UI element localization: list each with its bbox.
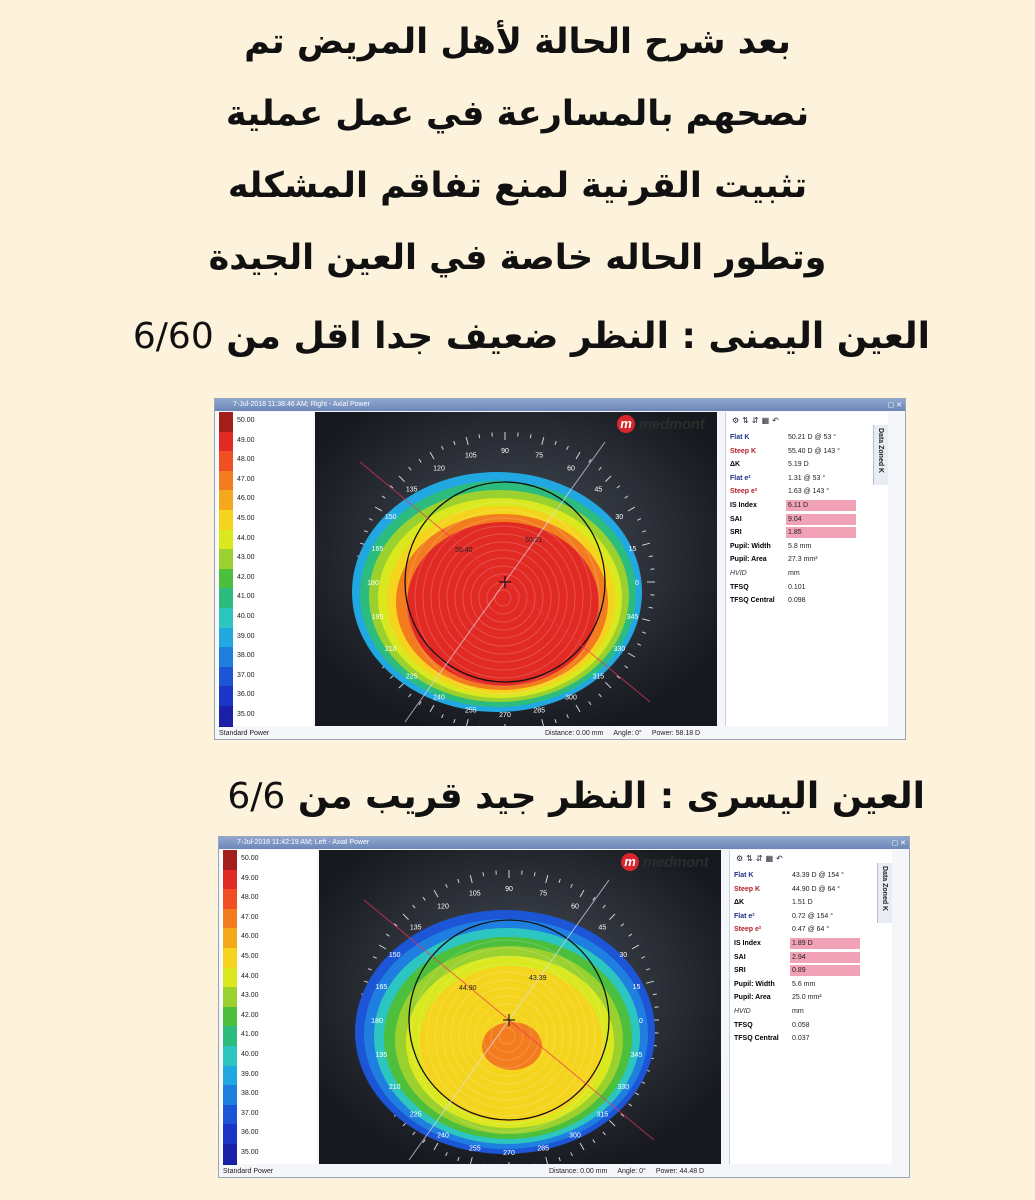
- power-readout: Power: 44.48 D: [655, 1168, 705, 1175]
- corneal-map[interactable]: [315, 412, 717, 726]
- index-row-pupil-area: [734, 992, 880, 1004]
- brand-name: medmont: [639, 416, 705, 433]
- indices-panel: [729, 850, 892, 1164]
- index-value: 43.39 D @ 154 °: [792, 872, 844, 879]
- color-scale-legend: [217, 412, 313, 726]
- angle-label: 0: [635, 580, 639, 587]
- index-row-is-index: [734, 938, 880, 950]
- scale-level: 37.00: [237, 671, 255, 679]
- scale-row: [217, 471, 313, 491]
- index-value: 50.21 D @ 53 °: [788, 434, 837, 441]
- scale-swatch: [223, 968, 237, 989]
- distance-readout: Distance: 0.00 mm: [545, 730, 604, 737]
- angle-label: 120: [433, 465, 445, 473]
- angle-label: 315: [592, 673, 605, 681]
- angle-label: 15: [628, 545, 637, 553]
- scale-level: 42.00: [241, 1011, 259, 1019]
- index-label: Steep e²: [730, 488, 758, 496]
- angle-label: 345: [626, 614, 639, 622]
- angle-label: 300: [565, 694, 577, 702]
- cursor-readout: [545, 730, 710, 737]
- index-value: 0.037: [792, 1035, 810, 1043]
- angle-label: 180: [367, 580, 379, 587]
- index-label: TFSQ Central: [730, 597, 775, 605]
- index-row-flat-e2: [730, 473, 876, 485]
- scale-swatch: [219, 530, 233, 551]
- index-label: HVID: [730, 570, 747, 577]
- scale-level: 36.00: [241, 1129, 259, 1137]
- scale-swatch: [223, 1066, 237, 1087]
- scale-level: 41.00: [237, 593, 255, 601]
- index-value: 44.90 D @ 64 °: [792, 885, 841, 893]
- scale-level: 40.00: [241, 1051, 259, 1058]
- index-label: Pupil: Area: [730, 556, 767, 564]
- angle-label: 330: [613, 646, 626, 653]
- scale-row: [217, 569, 313, 589]
- scale-swatch: [219, 628, 233, 649]
- angle-readout: Angle: 0°: [613, 730, 642, 737]
- left-eye-caption: [227, 776, 925, 817]
- index-label: Pupil: Width: [734, 980, 775, 988]
- scale-swatch: [219, 549, 233, 570]
- index-label: Steep K: [730, 447, 757, 455]
- scale-swatch: [223, 1144, 237, 1165]
- index-row-tfsq-central: [734, 1033, 880, 1045]
- index-label: Pupil: Area: [734, 994, 771, 1002]
- standard-power-label: Standard Power: [219, 730, 270, 737]
- index-value: 1.85: [788, 529, 802, 537]
- angle-label: 75: [539, 890, 548, 898]
- left-eye-topography: [218, 836, 910, 1178]
- scale-row: [221, 1124, 317, 1144]
- indices-panel: [725, 412, 888, 726]
- scale-level: 50.00: [241, 855, 259, 862]
- scale-row: [221, 889, 317, 909]
- index-value: mm: [788, 570, 800, 577]
- angle-label: 165: [371, 545, 384, 553]
- scale-level: 49.00: [241, 874, 259, 882]
- scale-level: 46.00: [241, 933, 259, 941]
- toolbar-icons[interactable]: ⚙⇅⇵▦↶: [736, 854, 786, 863]
- scale-row: [217, 647, 313, 667]
- right-eye-acuity: 6/60: [132, 316, 214, 357]
- index-value: 5.19 D: [788, 461, 809, 469]
- heading-line-2: نصحهم بالمسارعة في عمل عملية: [225, 94, 810, 134]
- scale-row: [221, 987, 317, 1007]
- index-row-pupil-width: [730, 541, 876, 553]
- index-label: ΔK: [734, 899, 745, 907]
- index-label: Flat K: [734, 872, 754, 879]
- index-value: 0.72 @ 154 °: [792, 912, 834, 920]
- index-row-steep-e2: [730, 486, 876, 498]
- index-row-flat-k: [734, 870, 880, 882]
- scale-level: 38.00: [237, 652, 255, 660]
- scale-row: [217, 706, 313, 726]
- index-label: SRI: [730, 529, 742, 537]
- index-value: 55.40 D @ 143 °: [788, 447, 840, 455]
- index-row-flat-e2: [734, 911, 880, 923]
- angle-label: 105: [464, 452, 477, 460]
- index-value: 1.51 D: [792, 899, 813, 907]
- toolbar-icons[interactable]: ⚙⇅⇵▦↶: [732, 416, 782, 425]
- medmont-logo: [617, 414, 727, 434]
- angle-label: 180: [371, 1018, 383, 1025]
- index-row-delta-k: [730, 459, 876, 471]
- angle-label: 330: [617, 1084, 630, 1091]
- scale-row: [217, 510, 313, 530]
- power-readout: Power: 58.18 D: [651, 730, 701, 737]
- index-value: 0.101: [788, 583, 806, 591]
- scale-swatch: [223, 987, 237, 1008]
- angle-label: 345: [630, 1052, 643, 1060]
- angle-label: 15: [632, 983, 641, 991]
- left-eye-acuity: 6/6: [227, 776, 286, 817]
- scale-level: 47.00: [241, 913, 259, 921]
- scale-swatch: [223, 928, 237, 949]
- index-value: 0.47 @ 64 °: [792, 926, 830, 934]
- index-row-flat-k: [730, 432, 876, 444]
- scale-level: 46.00: [237, 495, 255, 503]
- index-label: Flat e²: [734, 912, 755, 920]
- index-label: ΔK: [730, 461, 741, 469]
- map-steep-value: 55.40: [455, 547, 473, 554]
- color-scale-legend: [221, 850, 317, 1164]
- scale-swatch: [219, 490, 233, 511]
- right-eye-topography: [214, 398, 906, 740]
- angle-label: 150: [388, 952, 401, 959]
- angle-label: 0: [639, 1018, 643, 1025]
- brand-name: medmont: [643, 854, 709, 871]
- scale-row: [217, 628, 313, 648]
- topography-map-svg: [315, 412, 717, 726]
- index-value: 5.8 mm: [788, 542, 812, 550]
- scale-swatch: [219, 412, 233, 433]
- angle-label: 90: [501, 448, 509, 455]
- map-flat-value: 43.39: [529, 975, 547, 982]
- topography-map-svg: [319, 850, 721, 1164]
- scale-row: [221, 1085, 317, 1105]
- angle-readout: Angle: 0°: [617, 1168, 646, 1175]
- index-value: 5.6 mm: [792, 980, 816, 988]
- index-label: Steep K: [734, 885, 761, 893]
- angle-tick: [530, 434, 531, 438]
- index-row-sai: [730, 514, 876, 526]
- scale-row: [221, 909, 317, 929]
- scale-swatch: [219, 667, 233, 688]
- scale-row: [221, 948, 317, 968]
- heading-line-3: تثبيت القرنية لمنع تفاقم المشكله: [227, 166, 808, 206]
- scale-row: [217, 412, 313, 432]
- distance-readout: Distance: 0.00 mm: [549, 1168, 608, 1175]
- scale-row: [217, 588, 313, 608]
- index-value: 2.94: [792, 953, 806, 961]
- index-row-steep-k: [730, 446, 876, 458]
- scale-row: [217, 490, 313, 510]
- angle-label: 30: [619, 952, 628, 959]
- scale-level: 38.00: [241, 1090, 259, 1098]
- scale-swatch: [219, 588, 233, 609]
- scale-swatch: [223, 909, 237, 930]
- scale-swatch: [219, 471, 233, 492]
- index-row-steep-k: [734, 884, 880, 896]
- index-value: 1.89 D: [792, 940, 813, 947]
- scale-swatch: [223, 1026, 237, 1047]
- index-value: 0.89: [792, 967, 806, 975]
- angle-label: 285: [537, 1145, 550, 1153]
- scale-level: 44.00: [241, 972, 259, 980]
- angle-label: 210: [388, 1084, 401, 1091]
- angle-label: 225: [405, 673, 418, 681]
- index-value: 1.31 @ 53 °: [788, 474, 826, 482]
- scale-swatch: [223, 870, 237, 891]
- scale-level: 45.00: [237, 515, 255, 522]
- index-row-tfsq-central: [730, 595, 876, 607]
- index-row-pupil-width: [734, 979, 880, 991]
- scale-level: 50.00: [237, 417, 255, 424]
- corneal-map[interactable]: [319, 850, 721, 1164]
- index-row-tfsq: [730, 582, 876, 594]
- scale-swatch: [223, 1124, 237, 1145]
- angle-label: 150: [384, 514, 397, 521]
- scale-swatch: [223, 1046, 237, 1067]
- angle-label: 75: [535, 452, 544, 460]
- scale-row: [217, 667, 313, 687]
- angle-label: 195: [375, 1052, 388, 1060]
- index-value: 27.3 mm²: [788, 556, 818, 564]
- scale-swatch: [219, 706, 233, 727]
- index-label: Pupil: Width: [730, 542, 771, 550]
- index-label: IS Index: [730, 502, 757, 509]
- window-controls-icon[interactable]: ▢ ✕: [887, 402, 902, 409]
- scale-level: 36.00: [237, 691, 255, 699]
- index-label: IS Index: [734, 940, 761, 947]
- medmont-m-icon: m: [617, 415, 635, 433]
- index-value: 1.63 @ 143 °: [788, 488, 830, 496]
- angle-label: 105: [468, 890, 481, 898]
- scale-level: 35.00: [237, 711, 255, 718]
- index-row-hvid: [730, 568, 876, 580]
- angle-label: 90: [505, 886, 513, 893]
- angle-label: 270: [503, 1150, 515, 1157]
- scale-row: [217, 432, 313, 452]
- scale-swatch: [223, 1105, 237, 1126]
- data-zoned-k-tab[interactable]: Data Zoned K: [873, 425, 888, 485]
- angle-label: 135: [405, 486, 418, 494]
- scale-row: [221, 870, 317, 890]
- scale-level: 41.00: [241, 1031, 259, 1039]
- angle-label: 120: [437, 903, 449, 911]
- right-eye-caption: [133, 316, 930, 357]
- scale-row: [217, 608, 313, 628]
- index-value: mm: [792, 1008, 804, 1015]
- standard-power-label: Standard Power: [223, 1168, 274, 1175]
- index-row-sri: [734, 965, 880, 977]
- scale-level: 39.00: [241, 1070, 259, 1078]
- scale-swatch: [223, 948, 237, 969]
- scale-row: [221, 850, 317, 870]
- scale-row: [221, 928, 317, 948]
- angle-label: 195: [371, 614, 384, 622]
- scale-swatch: [219, 569, 233, 590]
- scale-level: 44.00: [237, 534, 255, 542]
- scale-level: 48.00: [241, 894, 259, 902]
- scale-level: 47.00: [237, 475, 255, 483]
- index-row-sri: [730, 527, 876, 539]
- scale-row: [221, 1046, 317, 1066]
- map-steep-value: 44.90: [459, 985, 477, 992]
- medmont-logo: [621, 852, 731, 872]
- index-value: 0.058: [792, 1021, 810, 1029]
- index-row-is-index: [730, 500, 876, 512]
- cursor-readout: [549, 1168, 714, 1175]
- medmont-m-icon: m: [621, 853, 639, 871]
- index-value: 25.0 mm²: [792, 994, 822, 1002]
- index-label: TFSQ: [734, 1021, 753, 1029]
- angle-label: 240: [433, 694, 445, 702]
- index-row-delta-k: [734, 897, 880, 909]
- scale-swatch: [223, 850, 237, 871]
- scale-level: 39.00: [237, 632, 255, 640]
- scale-level: 45.00: [241, 953, 259, 960]
- index-value: 6.11 D: [788, 502, 809, 509]
- scale-row: [217, 686, 313, 706]
- window-title: 7-Jul-2018 11:38:46 AM; Right - Axial Power: [233, 401, 370, 408]
- angle-label: 315: [596, 1111, 609, 1119]
- angle-tick: [653, 994, 657, 995]
- heading-line-1: بعد شرح الحالة لأهل المريض تم: [244, 22, 791, 62]
- scale-swatch: [219, 510, 233, 531]
- index-label: TFSQ: [730, 583, 749, 591]
- scale-row: [221, 1144, 317, 1164]
- scale-swatch: [223, 889, 237, 910]
- scale-row: [221, 968, 317, 988]
- index-row-sai: [734, 952, 880, 964]
- scale-level: 42.00: [237, 573, 255, 581]
- scale-level: 48.00: [237, 456, 255, 464]
- index-label: Flat e²: [730, 474, 751, 482]
- angle-label: 210: [384, 646, 397, 653]
- angle-label: 30: [615, 514, 624, 521]
- angle-label: 60: [571, 903, 579, 911]
- angle-label: 285: [533, 707, 546, 715]
- scale-swatch: [219, 686, 233, 707]
- angle-label: 135: [409, 924, 422, 932]
- angle-label: 165: [375, 983, 388, 991]
- scale-swatch: [219, 608, 233, 629]
- scale-level: 40.00: [237, 613, 255, 620]
- scale-swatch: [223, 1007, 237, 1028]
- index-label: SAI: [734, 953, 746, 961]
- angle-tick: [483, 872, 484, 876]
- angle-tick: [649, 607, 653, 608]
- index-label: SAI: [730, 515, 742, 523]
- index-label: TFSQ Central: [734, 1035, 779, 1043]
- angle-label: 240: [437, 1132, 449, 1140]
- scale-level: 35.00: [241, 1149, 259, 1156]
- window-titlebar: [219, 837, 909, 849]
- angle-label: 255: [464, 707, 477, 715]
- index-row-hvid: [734, 1006, 880, 1018]
- scale-row: [221, 1026, 317, 1046]
- angle-label: 45: [594, 486, 603, 494]
- angle-label: 45: [598, 924, 607, 932]
- scale-level: 49.00: [237, 436, 255, 444]
- right-eye-caption-text: العين اليمنى : النظر ضعيف جدا اقل من: [226, 316, 930, 357]
- window-controls-icon[interactable]: ▢ ✕: [891, 840, 906, 847]
- index-label: Steep e²: [734, 926, 762, 934]
- heading-line-4: وتطور الحاله خاصة في العين الجيدة: [208, 238, 827, 278]
- index-row-pupil-area: [730, 554, 876, 566]
- scale-row: [221, 1066, 317, 1086]
- scale-level: 37.00: [241, 1109, 259, 1117]
- angle-label: 270: [499, 712, 511, 719]
- index-label: HVID: [734, 1008, 751, 1015]
- scale-row: [217, 451, 313, 471]
- scale-level: 43.00: [241, 992, 259, 1000]
- angle-label: 60: [567, 465, 575, 473]
- scale-swatch: [223, 1085, 237, 1106]
- scale-row: [217, 530, 313, 550]
- index-value: 9.04: [788, 515, 802, 523]
- index-row-tfsq: [734, 1020, 880, 1032]
- index-row-steep-e2: [734, 924, 880, 936]
- left-eye-caption-text: العين اليسرى : النظر جيد قريب من: [297, 776, 925, 817]
- data-zoned-k-tab[interactable]: Data Zoned K: [877, 863, 892, 923]
- window-title: 7-Jul-2018 11:42:19 AM; Left - Axial Power: [237, 839, 370, 846]
- scale-row: [217, 549, 313, 569]
- angle-tick: [479, 434, 480, 438]
- angle-label: 225: [409, 1111, 422, 1119]
- index-value: 0.098: [788, 597, 806, 605]
- scale-row: [221, 1105, 317, 1125]
- index-label: SRI: [734, 967, 746, 975]
- scale-row: [221, 1007, 317, 1027]
- index-label: Flat K: [730, 434, 750, 441]
- angle-tick: [534, 872, 535, 876]
- angle-label: 300: [569, 1132, 581, 1140]
- angle-tick: [649, 556, 653, 557]
- scale-swatch: [219, 647, 233, 668]
- scale-swatch: [219, 451, 233, 472]
- scale-level: 43.00: [237, 554, 255, 562]
- angle-label: 255: [468, 1145, 481, 1153]
- map-flat-value: 50.21: [525, 537, 543, 544]
- window-titlebar: [215, 399, 905, 411]
- scale-swatch: [219, 432, 233, 453]
